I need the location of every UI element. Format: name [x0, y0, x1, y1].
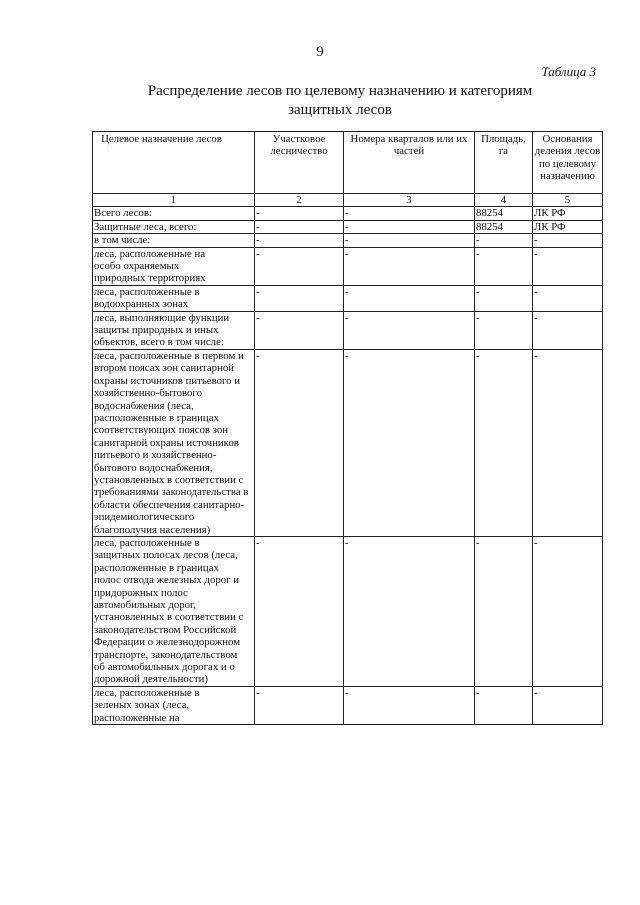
- column-header-forestry: Участковое лесничество: [255, 132, 344, 194]
- row-forestry: -: [255, 311, 344, 349]
- table-title: Распределение лесов по целевому назначению и категориям защитных лесов: [147, 83, 533, 118]
- forest-distribution-table: [92, 131, 603, 725]
- row-quarters: -: [344, 285, 475, 311]
- row-area: -: [475, 285, 533, 311]
- table-row: [93, 247, 603, 285]
- column-header-purpose: Целевое назначение лесов: [93, 132, 255, 194]
- row-basis: -: [533, 536, 603, 686]
- row-basis: -: [533, 311, 603, 349]
- row-quarters: -: [344, 234, 475, 247]
- row-quarters: -: [344, 311, 475, 349]
- row-forestry: -: [255, 234, 344, 247]
- row-name: леса, расположенные в защитных полосах лесов (леса, расположенные в границах полос отвода железных дорог и придорожных полос автомобильных дорог, установленных в соответствии с законодательством Российской Федерации о железнодорожном транспорте, законодательством об автомобильных дорогах и о дорожной деятельности): [93, 536, 255, 686]
- row-area: -: [475, 686, 533, 724]
- row-area: 88254: [475, 220, 533, 233]
- row-name: Защитные леса, всего:: [93, 220, 255, 233]
- column-header-area: Площадь, га: [475, 132, 533, 194]
- table-row: [93, 349, 603, 536]
- table-row: [93, 686, 603, 724]
- row-basis: -: [533, 686, 603, 724]
- row-area: -: [475, 536, 533, 686]
- table-row: [93, 536, 603, 686]
- column-number: 2: [255, 194, 344, 207]
- column-number-row: [93, 194, 603, 207]
- row-area: 88254: [475, 207, 533, 220]
- row-forestry: -: [255, 207, 344, 220]
- row-quarters: -: [344, 349, 475, 536]
- page-number: 9: [316, 44, 324, 60]
- column-number: 5: [533, 194, 603, 207]
- row-name: леса, расположенные в первом и втором поясах зон санитарной охраны источников питьевого и хозяйственно-бытового водоснабжения (леса, расположенные в границах соответствующих поясов зон санитарной охраны источников питьевого и хозяйственно-бытового водоснабжения, установленных в соответствии с требованиями законодательства в области обеспечения санитарно-эпидемиологического благополучия населения): [93, 349, 255, 536]
- row-basis: ЛК РФ: [533, 207, 603, 220]
- column-number: 3: [344, 194, 475, 207]
- row-basis: -: [533, 247, 603, 285]
- row-name: леса, расположенные в водоохранных зонах: [93, 285, 255, 311]
- row-name: Всего лесов:: [93, 207, 255, 220]
- table-row: [93, 311, 603, 349]
- row-quarters: -: [344, 536, 475, 686]
- row-area: -: [475, 311, 533, 349]
- row-basis: ЛК РФ: [533, 220, 603, 233]
- row-name: леса, расположенные на особо охраняемых природных территориях: [93, 247, 255, 285]
- row-area: -: [475, 234, 533, 247]
- column-number: 4: [475, 194, 533, 207]
- row-area: -: [475, 247, 533, 285]
- row-forestry: -: [255, 247, 344, 285]
- row-forestry: -: [255, 349, 344, 536]
- row-quarters: -: [344, 220, 475, 233]
- row-forestry: -: [255, 536, 344, 686]
- column-number: 1: [93, 194, 255, 207]
- row-basis: -: [533, 234, 603, 247]
- table-row: [93, 234, 603, 247]
- row-basis: -: [533, 285, 603, 311]
- table-row: [93, 207, 603, 220]
- row-quarters: -: [344, 207, 475, 220]
- row-name: в том числе:: [93, 234, 255, 247]
- row-quarters: -: [344, 247, 475, 285]
- row-forestry: -: [255, 686, 344, 724]
- row-name: леса, выполняющие функции защиты природных и иных объектов, всего в том числе:: [93, 311, 255, 349]
- row-forestry: -: [255, 220, 344, 233]
- row-area: -: [475, 349, 533, 536]
- table-row: [93, 285, 603, 311]
- table-row: [93, 220, 603, 233]
- table-label: Таблица 3: [541, 64, 596, 79]
- row-quarters: -: [344, 686, 475, 724]
- row-forestry: -: [255, 285, 344, 311]
- header-row: [93, 132, 603, 194]
- row-name: леса, расположенные в зеленых зонах (леса, расположенные на: [93, 686, 255, 724]
- column-header-basis: Основания деления лесов по целевому назначению: [533, 132, 603, 194]
- row-basis: -: [533, 349, 603, 536]
- column-header-quarters: Номера кварталов или их частей: [344, 132, 475, 194]
